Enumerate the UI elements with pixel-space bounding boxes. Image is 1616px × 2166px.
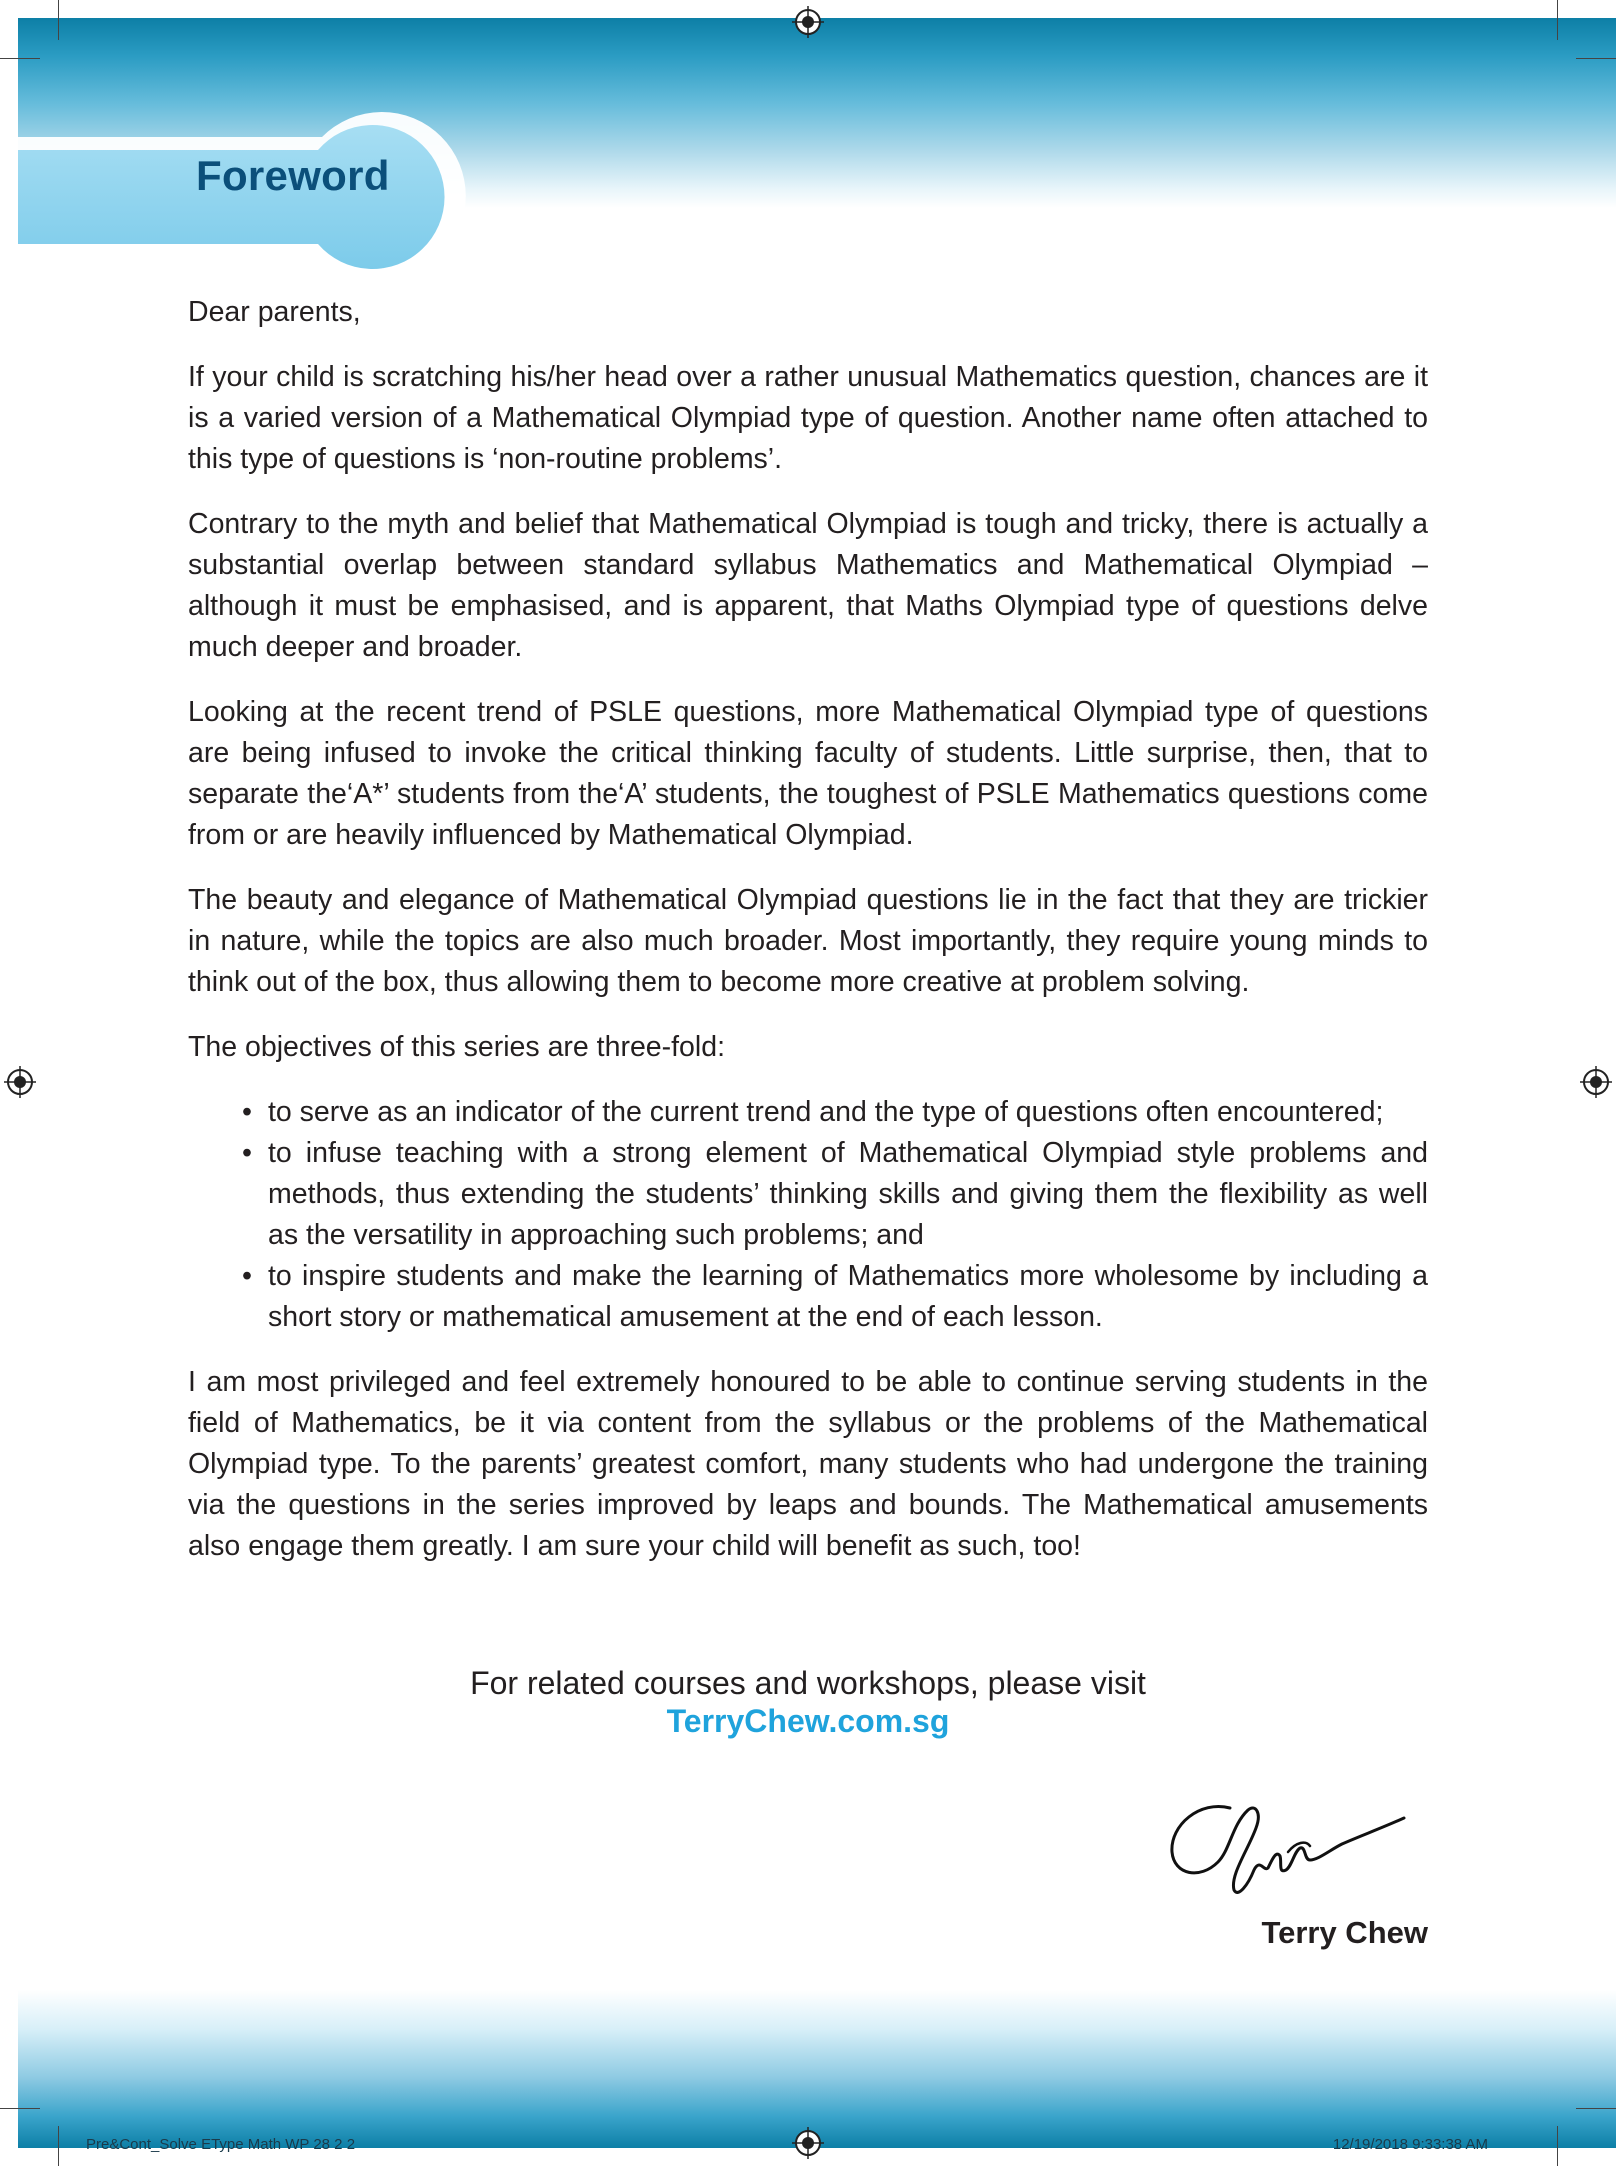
author-name: Terry Chew (1261, 1915, 1428, 1950)
list-item: • to serve as an indicator of the current trend and the type of questions often encountered; (242, 1092, 1428, 1133)
paragraph: If your child is scratching his/her head over a rather unusual Mathematics question, chances are it is a varied version of a Mathematical Olympiad type of question. Another name often attached to this type of questions is ‘non-routine problems’. (188, 361, 1428, 475)
objectives-intro: The objectives of this series are three-fold: (188, 1031, 726, 1063)
registration-mark-icon (792, 2127, 824, 2159)
registration-mark-icon (1580, 1066, 1612, 1098)
page-title: Foreword (196, 152, 390, 199)
crop-mark (1557, 2126, 1558, 2166)
crop-mark (1576, 2108, 1616, 2109)
crop-mark (0, 2108, 40, 2109)
registration-mark-icon (792, 6, 824, 38)
visit-note (0, 1664, 1616, 1740)
print-slug-filename: Pre&Cont_Solve EType Math WP 28 2 2 (86, 2136, 356, 2153)
paragraph: Contrary to the myth and belief that Mathematical Olympiad is tough and tricky, there is actually a substantial overlap between standard syllabus Mathematics and Mathematical Olympiad – although it must be emphasised, and is apparent, that Maths Olympiad type of questions delve much deeper and broader. (188, 508, 1428, 663)
signature-graphic (1160, 1790, 1420, 1910)
paragraph: The beauty and elegance of Mathematical Olympiad questions lie in the fact that they are trickier in nature, while the topics are also much broader. Most importantly, they require young minds to think out of the box, thus allowing them to become more creative at problem solving. (188, 884, 1428, 998)
crop-mark (1576, 58, 1616, 59)
visit-text: For related courses and workshops, please visit (470, 1665, 1146, 1701)
registration-mark-icon (4, 1066, 36, 1098)
website-link[interactable]: TerryChew.com.sg (666, 1703, 950, 1739)
print-slug-timestamp: 12/19/2018 9:33:38 AM (1332, 2136, 1488, 2153)
foreword-tab-shape (0, 0, 480, 270)
closing-paragraph: I am most privileged and feel extremely honoured to be able to continue serving students in the field of Mathematics, be it via content from the syllabus or the problems of the Mathematical Olympiad type. To the parents’ greatest comfort, many students who had undergone the training via the questions in the series improved by leaps and bounds. The Mathematical amusements also engage them greatly. I am sure your child will benefit as such, too! (188, 1366, 1428, 1562)
objectives-list (242, 1092, 1428, 1338)
paragraph: Looking at the recent trend of PSLE questions, more Mathematical Olympiad type of questions are being infused to invoke the critical thinking faculty of students. Little surprise, then, that to separate the‘A*’ students from the‘A’ students, the toughest of PSLE Mathematics questions come from or are heavily influenced by Mathematical Olympiad. (188, 696, 1428, 851)
list-item: • to inspire students and make the learning of Mathematics more wholesome by including a short story or mathematical amusement at the end of each lesson. (242, 1256, 1428, 1338)
list-item: • to infuse teaching with a strong element of Mathematical Olympiad style problems and methods, thus extending the students’ thinking skills and giving them the flexibility as well as the versatility in approaching such problems; and (242, 1133, 1428, 1256)
letter-body (188, 292, 1428, 1591)
footer-gradient-band (18, 1990, 1616, 2148)
greeting: Dear parents, (188, 296, 361, 328)
crop-mark (58, 2126, 59, 2166)
crop-mark (1557, 0, 1558, 40)
